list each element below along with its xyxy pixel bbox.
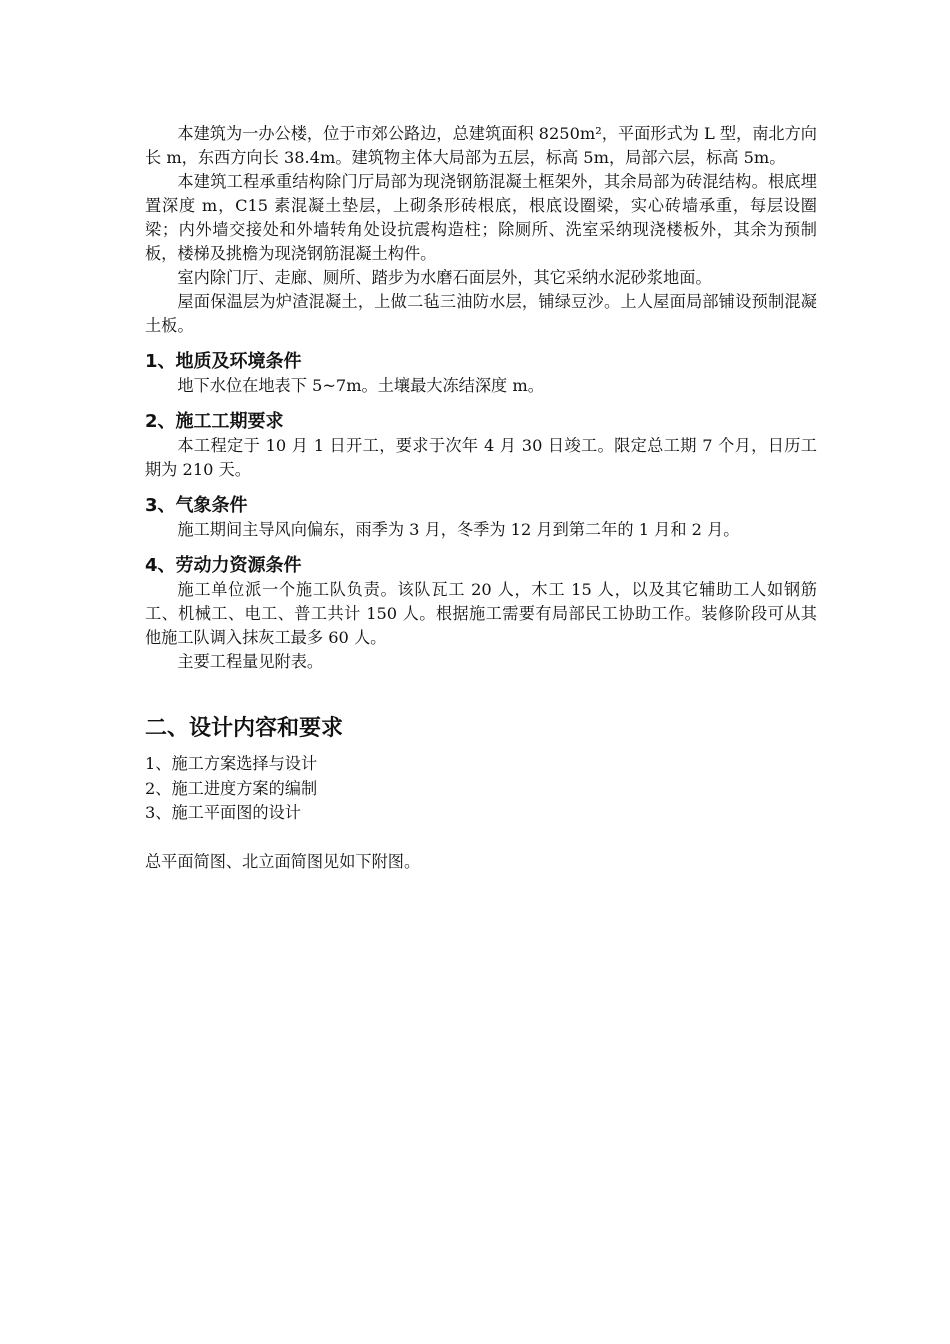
section-heading-labor: 4、劳动力资源条件 <box>145 555 302 576</box>
section-paragraph: 施工期间主导风向偏东，雨季为 3 月，冬季为 12 月到第二年的 1 月和 2 月。 <box>177 520 740 539</box>
section-heading-geology: 1、地质及环境条件 <box>145 351 302 372</box>
appendix-note: 总平面简图、北立面简图见如下附图。 <box>145 851 421 871</box>
section-paragraph: 本工程定于 10 月 1 日开工，要求于次年 4 月 30 日竣工。限定总工期 7 个月，日历工期为 210 天。 <box>145 436 817 479</box>
intro-paragraph-3: 室内除门厅、走廊、厕所、踏步为水磨石面层外，其它采纳水泥砂浆地面。 <box>177 268 712 287</box>
section-paragraph: 地下水位在地表下 5~7m。土壤最大冻结深度 m。 <box>177 376 544 395</box>
intro-paragraph-1: 本建筑为一办公楼，位于市郊公路边，总建筑面积 8250m²，平面形式为 L 型，南北方向长 m，东西方向长 38.4m。建筑物主体大局部为五层，标高 5m，局部六层，标高 5m。 <box>145 124 817 167</box>
section-paragraph: 施工单位派一个施工队负责。该队瓦工 20 人，木工 15 人，以及其它辅助工人如钢筋工、机械工、电工、普工共计 150 人。根据施工需要有局部民工协助工作。装修阶段可从其他施工队调入抹灰工最多 60 人。 <box>145 580 817 647</box>
design-list-item: 2、施工进度方案的编制 <box>145 778 318 798</box>
intro-paragraph-2: 本建筑工程承重结构除门厅局部为现浇钢筋混凝土框架外，其余局部为砖混结构。根底埋置深度 m，C15 素混凝土垫层，上砌条形砖根底，根底设圈梁，实心砖墙承重，每层设圈梁；内外墙交接处和外墙转角处设抗震构造柱；除厕所、洗室采纳现浇楼板外，其余为预制板，楼梯及挑檐为现浇钢筋混凝土构件。 <box>145 172 817 263</box>
section-heading-weather: 3、气象条件 <box>145 495 248 516</box>
section-paragraph: 主要工程量见附表。 <box>177 652 324 671</box>
design-heading: 二、设计内容和要求 <box>145 716 344 741</box>
document-page <box>145 122 817 874</box>
section-heading-schedule: 2、施工工期要求 <box>145 411 284 432</box>
design-list-item: 1、施工方案选择与设计 <box>145 754 318 773</box>
intro-paragraph-4: 屋面保温层为炉渣混凝土，上做二毡三油防水层，铺绿豆沙。上人屋面局部铺设预制混凝土板。 <box>145 292 817 335</box>
design-list-item: 3、施工平面图的设计 <box>145 803 301 822</box>
